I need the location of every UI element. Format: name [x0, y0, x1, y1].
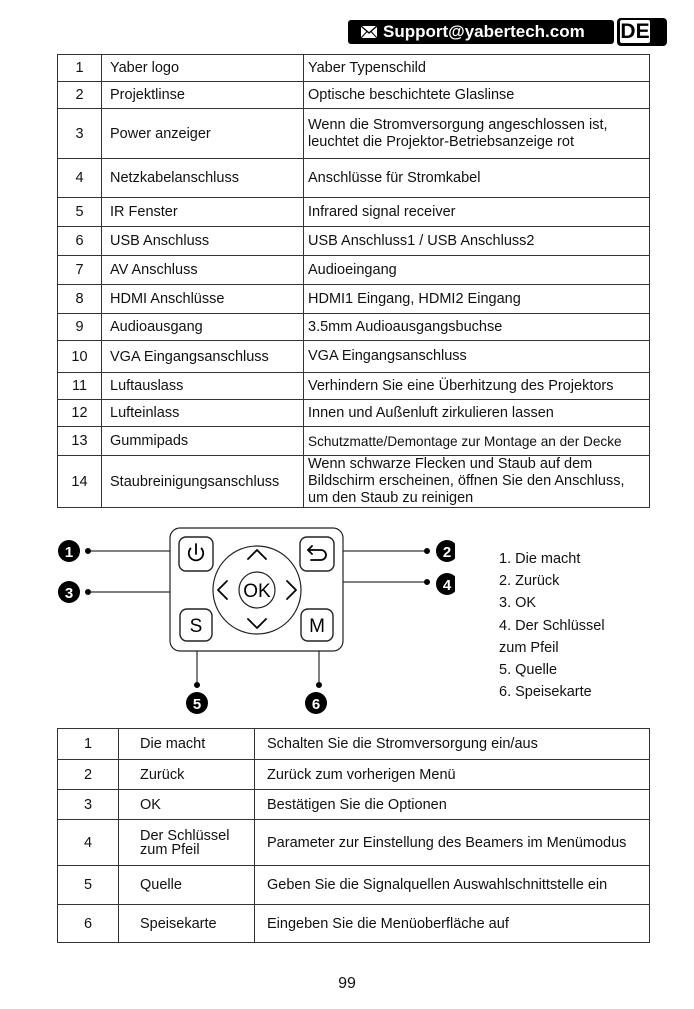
row-number: 2 [58, 82, 102, 109]
callout-badge-2 [436, 540, 455, 562]
source-key-label: S [189, 616, 203, 637]
key-name [119, 729, 255, 760]
callout-dot-4 [425, 580, 430, 585]
key-description: Zurück zum vorherigen Menü [255, 760, 650, 790]
description-line: leuchtet die Projektor-Betriebsanzeige rot [308, 133, 574, 150]
part-description [304, 314, 650, 341]
description-line: Anschlüsse für Stromkabel [308, 169, 481, 186]
part-name: Netzkabelanschluss [102, 159, 304, 198]
part-description [304, 400, 650, 427]
callout-dot-1 [86, 549, 91, 554]
key-name-line: OK [140, 796, 161, 813]
row-number: 9 [58, 314, 102, 341]
ok-key[interactable] [239, 572, 275, 608]
row-number: 6 [58, 227, 102, 256]
table-row [58, 427, 650, 456]
part-name: Gummipads [102, 427, 304, 456]
power-key[interactable] [179, 537, 213, 571]
table-row [58, 790, 650, 820]
table-row [58, 55, 650, 82]
key-description: Eingeben Sie die Menüoberfläche auf [255, 905, 650, 943]
key-name-line: zum Pfeil [140, 841, 200, 858]
description-line: USB Anschluss1 / USB Anschluss2 [308, 232, 535, 249]
description-line: Wenn schwarze Flecken und Staub auf dem [308, 456, 593, 472]
legend-item: 5. Quelle [499, 662, 558, 679]
table-row [58, 198, 650, 227]
part-name: Luftauslass [102, 373, 304, 400]
part-description [304, 82, 650, 109]
table-row [58, 285, 650, 314]
description-line: HDMI1 Eingang, HDMI2 Eingang [308, 290, 521, 307]
mail-icon [360, 25, 378, 39]
callout-dot-3 [86, 590, 91, 595]
row-number: 4 [58, 820, 119, 866]
row-number: 1 [58, 729, 119, 760]
part-name: IR Fenster [102, 198, 304, 227]
functions-table [57, 728, 650, 943]
remote-diagram [55, 525, 455, 725]
part-description [304, 55, 650, 82]
row-number: 3 [58, 790, 119, 820]
row-number: 5 [58, 866, 119, 905]
key-name [119, 820, 255, 866]
legend-item: 1. Die macht [499, 551, 581, 567]
callout-dot-6 [317, 683, 322, 688]
description-line: Audioeingang [308, 261, 397, 278]
description-line: Yaber Typenschild [308, 59, 426, 76]
table-row [58, 314, 650, 341]
table-row [58, 905, 650, 943]
part-name: Yaber logo [102, 55, 304, 82]
row-number: 13 [58, 427, 102, 456]
table-row [58, 227, 650, 256]
part-name: HDMI Anschlüsse [102, 285, 304, 314]
svg-text:1: 1 [64, 544, 74, 561]
part-description [304, 373, 650, 400]
callout-badge-4 [436, 573, 455, 595]
part-description [304, 256, 650, 285]
part-description [304, 227, 650, 256]
description-line: Optische beschichtete Glaslinse [308, 86, 515, 103]
key-name-line: Der Schlüssel [140, 827, 230, 844]
table-row [58, 400, 650, 427]
row-number: 6 [58, 905, 119, 943]
row-number: 10 [58, 341, 102, 373]
part-name: Lufteinlass [102, 400, 304, 427]
key-description: Bestätigen Sie die Optionen [255, 790, 650, 820]
key-legend [499, 548, 605, 703]
svg-text:5: 5 [192, 696, 202, 713]
back-key[interactable] [300, 537, 334, 571]
part-description [304, 109, 650, 159]
table-row [58, 109, 650, 159]
key-name [119, 866, 255, 905]
svg-text:4: 4 [442, 577, 452, 594]
callout-dot-5 [195, 683, 200, 688]
callout-badge-5 [186, 692, 208, 714]
menu-key[interactable] [301, 609, 333, 641]
table-row [58, 866, 650, 905]
description-line: 3.5mm Audioausgangsbuchse [308, 318, 503, 335]
key-name-line: Speisekarte [140, 915, 217, 932]
callout-badge-3 [58, 581, 80, 603]
part-name: VGA Eingangsanschluss [102, 341, 304, 373]
ok-key-label: OK [243, 581, 271, 602]
key-name-line: Die macht [140, 736, 206, 752]
table-row [58, 256, 650, 285]
svg-text:2: 2 [442, 544, 452, 561]
part-description [304, 198, 650, 227]
part-name: AV Anschluss [102, 256, 304, 285]
key-name [119, 760, 255, 790]
description-line: Infrared signal receiver [308, 203, 456, 220]
row-number: 12 [58, 400, 102, 427]
page-number: 99 [338, 975, 356, 992]
callout-dot-2 [425, 549, 430, 554]
key-description: Schalten Sie die Stromversorgung ein/aus [255, 729, 650, 760]
table-row [58, 760, 650, 790]
key-name [119, 790, 255, 820]
support-banner [348, 20, 614, 44]
part-name: Staubreinigungsanschluss [102, 456, 304, 508]
description-line: Bildschirm erscheinen, öffnen Sie den Anschluss, [308, 473, 625, 489]
source-key[interactable] [180, 609, 212, 641]
part-description [304, 285, 650, 314]
row-number: 4 [58, 159, 102, 198]
description-line: um den Staub zu reinigen [308, 490, 474, 506]
part-name: Audioausgang [102, 314, 304, 341]
callout-badge-1 [58, 540, 80, 562]
row-number: 8 [58, 285, 102, 314]
key-description: Geben Sie die Signalquellen Auswahlschnittstelle ein [255, 866, 650, 905]
row-number: 3 [58, 109, 102, 159]
table-row [58, 373, 650, 400]
description-line: Verhindern Sie eine Überhitzung des Projektors [308, 377, 614, 394]
part-name: Power anzeiger [102, 109, 304, 159]
key-name-line: Zurück [140, 766, 185, 783]
part-description [304, 159, 650, 198]
table-row [58, 82, 650, 109]
menu-key-label: M [309, 616, 325, 637]
legend-item: 2. Zurück [499, 573, 560, 590]
row-number: 2 [58, 760, 119, 790]
row-number: 14 [58, 456, 102, 508]
language-code: DE [620, 20, 650, 43]
row-number: 5 [58, 198, 102, 227]
legend-item: zum Pfeil [499, 639, 559, 656]
legend-item: 3. OK [499, 595, 537, 612]
part-name: USB Anschluss [102, 227, 304, 256]
svg-text:6: 6 [311, 696, 321, 713]
part-description [304, 427, 650, 456]
row-number: 11 [58, 373, 102, 400]
part-name: Projektlinse [102, 82, 304, 109]
key-name-line: Quelle [140, 877, 182, 893]
row-number: 1 [58, 55, 102, 82]
description-line: VGA Eingangsanschluss [308, 348, 467, 364]
description-line: Innen und Außenluft zirkulieren lassen [308, 404, 554, 421]
part-description [304, 456, 650, 508]
language-badge [617, 18, 667, 46]
legend-item: 4. Der Schlüssel [499, 617, 605, 634]
parts-table [57, 54, 650, 508]
svg-text:3: 3 [64, 585, 74, 602]
part-description [304, 341, 650, 373]
table-row [58, 456, 650, 508]
description-line: Wenn die Stromversorgung angeschlossen ist, [308, 116, 608, 133]
table-row [58, 159, 650, 198]
description-line: Schutzmatte/Demontage zur Montage an der Decke [308, 433, 622, 449]
table-row [58, 729, 650, 760]
key-description: Parameter zur Einstellung des Beamers im Menümodus [255, 820, 650, 866]
table-row [58, 820, 650, 866]
row-number: 7 [58, 256, 102, 285]
support-email: Support@yabertech.com [383, 22, 585, 41]
legend-item: 6. Speisekarte [499, 684, 592, 701]
key-name [119, 905, 255, 943]
table-row [58, 341, 650, 373]
callout-badge-6 [305, 692, 327, 714]
